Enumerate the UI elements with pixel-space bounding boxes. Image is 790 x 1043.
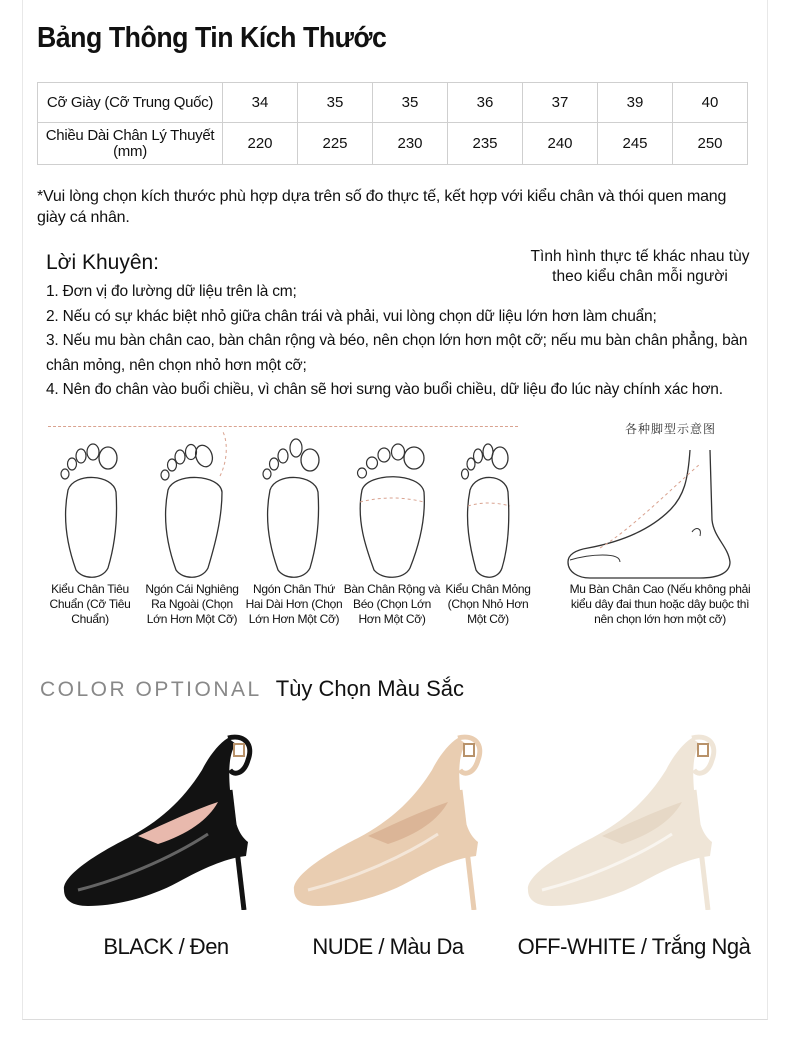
length-cell: 245 (598, 123, 673, 165)
size-note: *Vui lòng chọn kích thước phù hợp dựa trên số đo thực tế, kết hợp với kiểu chân và thói quen mang giày cá nhân. (37, 188, 727, 226)
foot-type-label: Kiểu Chân Tiêu Chuẩn (Cỡ Tiêu Chuẩn) (49, 582, 131, 626)
high-instep-foot-icon (560, 450, 750, 580)
list-item: 1. Đơn vị đo lường dữ liệu trên là cm; (46, 283, 297, 300)
advice-list (46, 280, 771, 403)
list-item: 3. Nếu mu bàn chân cao, bàn chân rộng và béo, nên chọn lớn hơn một cỡ; nếu mu bàn chân phẳng, bàn chân mỏng, nên chọn nhỏ hơn một cỡ; (46, 332, 748, 374)
size-cell: 36 (448, 83, 523, 123)
table-row (38, 123, 748, 165)
color-option-title: Tùy Chọn Màu Sắc (275, 676, 465, 701)
foot-type-diagram (40, 410, 760, 650)
length-cell: 240 (523, 123, 598, 165)
thin-foot-icon (448, 430, 528, 580)
high-instep-label: Mu Bàn Chân Cao (Nếu không phải kiểu dây đai thun hoặc dây buộc thì nên chọn lớn hơn một cỡ) (569, 582, 751, 626)
black-shoe-image (58, 730, 268, 910)
long-second-toe-foot-icon (254, 430, 334, 580)
foot-length-header: Chiều Dài Chân Lý Thuyết (mm) (38, 123, 223, 165)
length-cell: 235 (448, 123, 523, 165)
length-cell: 250 (673, 123, 748, 165)
wide-foot-icon (352, 430, 432, 580)
color-label-nude: NUDE / Màu Da (312, 934, 464, 959)
bunion-foot-icon (152, 430, 232, 580)
color-optional-label: COLOR OPTIONAL (40, 678, 262, 701)
foot-diagram-caption: 各种脚型示意图 (625, 422, 717, 436)
page-title: Bảng Thông Tin Kích Thước (37, 22, 387, 54)
size-cell: 35 (373, 83, 448, 123)
list-item: 2. Nếu có sự khác biệt nhỏ giữa chân trái và phải, vui lòng chọn dữ liệu lớn hơn làm chuẩn; (46, 307, 657, 325)
foot-type-label: Ngón Chân Thứ Hai Dài Hơn (Chọn Lớn Hơn Một Cỡ) (245, 582, 343, 626)
foot-type-label: Ngón Cái Nghiêng Ra Ngoài (Chọn Lớn Hơn Một Cỡ) (145, 582, 239, 626)
size-cell: 39 (598, 83, 673, 123)
length-cell: 230 (373, 123, 448, 165)
color-section-header (40, 676, 464, 702)
foot-type-label: Kiểu Chân Mỏng (Chọn Nhỏ Hơn Một Cỡ) (445, 582, 531, 626)
length-cell: 225 (298, 123, 373, 165)
nude-shoe-image (288, 730, 498, 910)
size-table (37, 82, 748, 165)
standard-foot-icon (50, 430, 130, 580)
shoe-size-header: Cỡ Giày (Cỡ Trung Quốc) (38, 83, 223, 123)
size-cell: 37 (523, 83, 598, 123)
side-note: Tình hình thực tế khác nhau tùy theo kiểu chân mỗi người (530, 248, 750, 285)
dashed-guide (48, 426, 518, 427)
color-label-black: BLACK / Đen (103, 934, 229, 959)
size-cell: 34 (223, 83, 298, 123)
foot-type-label: Bàn Chân Rộng và Béo (Chọn Lớn Hơn Một Cỡ) (343, 582, 441, 626)
size-cell: 35 (298, 83, 373, 123)
table-row (38, 83, 748, 123)
advice-title: Lời Khuyên: (46, 251, 160, 274)
size-cell: 40 (673, 83, 748, 123)
off-white-shoe-image (522, 730, 732, 910)
color-label-off-white: OFF-WHITE / Trắng Ngà (517, 934, 751, 959)
list-item: 4. Nên đo chân vào buổi chiều, vì chân sẽ hơi sưng vào buổi chiều, dữ liệu đo lúc này chính xác hơn. (46, 381, 723, 398)
length-cell: 220 (223, 123, 298, 165)
